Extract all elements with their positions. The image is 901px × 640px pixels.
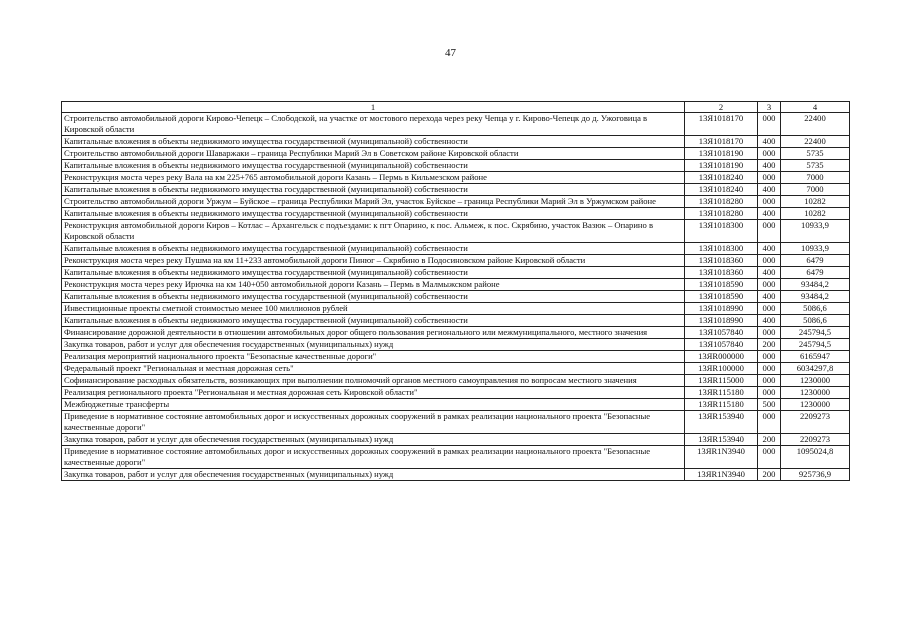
- row-name: Капитальные вложения в объекты недвижимого имущества государственной (муниципальной) собственности: [62, 208, 685, 220]
- row-amount: 6034297,8: [781, 363, 850, 375]
- row-name: Капитальные вложения в объекты недвижимого имущества государственной (муниципальной) собственности: [62, 184, 685, 196]
- row-name: Финансирование дорожной деятельности в отношении автомобильных дорог общего пользования регионального или межмуниципального, местного значения: [62, 327, 685, 339]
- table-row: [62, 411, 850, 434]
- row-name: Строительство автомобильной дороги Кирово-Чепецк – Слободской, на участке от мостового перехода через реку Чепца у г. Кирово-Чепецк до д. Ужоговица в Кировской области: [62, 113, 685, 136]
- row-code: 13Я1057840: [685, 339, 758, 351]
- row-name: Реализация мероприятий национального проекта "Безопасные качественные дороги": [62, 351, 685, 363]
- row-amount: 22400: [781, 136, 850, 148]
- table-row: [62, 267, 850, 279]
- table-row: [62, 375, 850, 387]
- row-amount: 5735: [781, 148, 850, 160]
- row-amount: 245794,5: [781, 327, 850, 339]
- table-body: [62, 113, 850, 481]
- row-expense-type: 200: [758, 339, 781, 351]
- row-amount: 7000: [781, 172, 850, 184]
- row-amount: 6165947: [781, 351, 850, 363]
- row-name: Строительство автомобильной дороги Шаваржаки – граница Республики Марий Эл в Советском районе Кировской области: [62, 148, 685, 160]
- table-row: [62, 303, 850, 315]
- table-row: [62, 363, 850, 375]
- row-code: 13ЯR115000: [685, 375, 758, 387]
- row-name: Реконструкция автомобильной дороги Киров – Котлас – Архангельск с подъездами: к пгт Опарино, к пос. Альмеж, к пос. Скрябино, участок Вазюк – Опарино в Кировской области: [62, 220, 685, 243]
- row-expense-type: 000: [758, 113, 781, 136]
- row-amount: 245794,5: [781, 339, 850, 351]
- row-code: 13ЯR115180: [685, 399, 758, 411]
- budget-table: [61, 101, 850, 481]
- row-name: Закупка товаров, работ и услуг для обеспечения государственных (муниципальных) нужд: [62, 339, 685, 351]
- header-col-1: 1: [62, 102, 685, 113]
- row-amount: 22400: [781, 113, 850, 136]
- row-amount: 7000: [781, 184, 850, 196]
- row-code: 13Я1018170: [685, 136, 758, 148]
- row-expense-type: 000: [758, 220, 781, 243]
- row-expense-type: 500: [758, 399, 781, 411]
- row-expense-type: 000: [758, 446, 781, 469]
- row-name: Межбюджетные трансферты: [62, 399, 685, 411]
- row-expense-type: 400: [758, 315, 781, 327]
- row-expense-type: 000: [758, 327, 781, 339]
- row-code: 13Я1018240: [685, 184, 758, 196]
- row-code: 13Я1018360: [685, 255, 758, 267]
- row-amount: 2209273: [781, 434, 850, 446]
- table-row: [62, 113, 850, 136]
- table-row: [62, 434, 850, 446]
- row-name: Приведение в нормативное состояние автомобильных дорог и искусственных дорожных сооружений в рамках реализации национального проекта "Безопасные качественные дороги": [62, 446, 685, 469]
- row-expense-type: 000: [758, 172, 781, 184]
- row-name: Реализация регионального проекта "Региональная и местная дорожная сеть Кировской области": [62, 387, 685, 399]
- table-row: [62, 160, 850, 172]
- row-amount: 1230000: [781, 375, 850, 387]
- row-amount: 93484,2: [781, 279, 850, 291]
- row-name: Капитальные вложения в объекты недвижимого имущества государственной (муниципальной) собственности: [62, 243, 685, 255]
- row-code: 13ЯR1N3940: [685, 446, 758, 469]
- row-expense-type: 400: [758, 243, 781, 255]
- table-row: [62, 291, 850, 303]
- row-code: 13ЯR115180: [685, 387, 758, 399]
- row-expense-type: 400: [758, 184, 781, 196]
- row-name: Закупка товаров, работ и услуг для обеспечения государственных (муниципальных) нужд: [62, 469, 685, 481]
- row-code: 13Я1018190: [685, 148, 758, 160]
- row-amount: 10933,9: [781, 220, 850, 243]
- row-expense-type: 000: [758, 351, 781, 363]
- row-code: 13ЯR1N3940: [685, 469, 758, 481]
- row-name: Капитальные вложения в объекты недвижимого имущества государственной (муниципальной) собственности: [62, 267, 685, 279]
- table-row: [62, 172, 850, 184]
- header-col-4: 4: [781, 102, 850, 113]
- row-amount: 10282: [781, 208, 850, 220]
- row-name: Реконструкция моста через реку Ирючка на км 140+050 автомобильной дороги Казань – Пермь в Малмыжском районе: [62, 279, 685, 291]
- row-expense-type: 400: [758, 160, 781, 172]
- row-code: 13Я1018280: [685, 196, 758, 208]
- row-code: 13ЯR153940: [685, 411, 758, 434]
- table-row: [62, 399, 850, 411]
- row-amount: 5735: [781, 160, 850, 172]
- row-amount: 1230000: [781, 399, 850, 411]
- row-name: Капитальные вложения в объекты недвижимого имущества государственной (муниципальной) собственности: [62, 291, 685, 303]
- row-code: 13Я1057840: [685, 327, 758, 339]
- row-name: Строительство автомобильной дороги Уржум – Буйское – граница Республики Марий Эл, участок Буйское – граница Республики Марий Эл в Уржумском районе: [62, 196, 685, 208]
- table-row: [62, 136, 850, 148]
- row-code: 13Я1018990: [685, 303, 758, 315]
- row-expense-type: 400: [758, 136, 781, 148]
- row-amount: 1095024,8: [781, 446, 850, 469]
- row-expense-type: 000: [758, 387, 781, 399]
- row-name: Капитальные вложения в объекты недвижимого имущества государственной (муниципальной) собственности: [62, 136, 685, 148]
- row-code: 13Я1018280: [685, 208, 758, 220]
- table-row: [62, 243, 850, 255]
- row-amount: 10282: [781, 196, 850, 208]
- row-code: 13Я1018300: [685, 220, 758, 243]
- row-expense-type: 000: [758, 303, 781, 315]
- row-code: 13Я1018170: [685, 113, 758, 136]
- row-expense-type: 200: [758, 469, 781, 481]
- row-amount: 10933,9: [781, 243, 850, 255]
- row-expense-type: 400: [758, 208, 781, 220]
- row-code: 13ЯR000000: [685, 351, 758, 363]
- row-code: 13Я1018590: [685, 291, 758, 303]
- table-row: [62, 387, 850, 399]
- table-row: [62, 220, 850, 243]
- table-row: [62, 351, 850, 363]
- page-number: 47: [445, 47, 456, 59]
- row-amount: 2209273: [781, 411, 850, 434]
- row-expense-type: 000: [758, 148, 781, 160]
- row-amount: 6479: [781, 255, 850, 267]
- table-row: [62, 339, 850, 351]
- row-code: 13ЯR100000: [685, 363, 758, 375]
- row-code: 13Я1018300: [685, 243, 758, 255]
- row-name: Инвестиционные проекты сметной стоимостью менее 100 миллионов рублей: [62, 303, 685, 315]
- table-row: [62, 196, 850, 208]
- row-amount: 5086,6: [781, 303, 850, 315]
- row-name: Капитальные вложения в объекты недвижимого имущества государственной (муниципальной) собственности: [62, 315, 685, 327]
- row-code: 13Я1018190: [685, 160, 758, 172]
- row-expense-type: 000: [758, 279, 781, 291]
- row-name: Реконструкция моста через реку Вала на км 225+765 автомобильной дороги Казань – Пермь в Кильмезском районе: [62, 172, 685, 184]
- table-row: [62, 315, 850, 327]
- table-row: [62, 208, 850, 220]
- row-code: 13Я1018590: [685, 279, 758, 291]
- row-amount: 1230000: [781, 387, 850, 399]
- row-expense-type: 000: [758, 196, 781, 208]
- row-expense-type: 400: [758, 291, 781, 303]
- row-name: Приведение в нормативное состояние автомобильных дорог и искусственных дорожных сооружений в рамках реализации национального проекта "Безопасные качественные дороги": [62, 411, 685, 434]
- row-name: Реконструкция моста через реку Пушма на км 11+233 автомобильной дороги Пинюг – Скрябино в Подосиновском районе Кировской области: [62, 255, 685, 267]
- row-expense-type: 000: [758, 255, 781, 267]
- table-row: [62, 148, 850, 160]
- row-expense-type: 000: [758, 363, 781, 375]
- row-name: Закупка товаров, работ и услуг для обеспечения государственных (муниципальных) нужд: [62, 434, 685, 446]
- table-header-row: [62, 102, 850, 113]
- row-code: 13Я1018360: [685, 267, 758, 279]
- row-code: 13Я1018990: [685, 315, 758, 327]
- row-name: Федеральный проект "Региональная и местная дорожная сеть": [62, 363, 685, 375]
- row-amount: 6479: [781, 267, 850, 279]
- row-expense-type: 200: [758, 434, 781, 446]
- table-row: [62, 279, 850, 291]
- row-amount: 93484,2: [781, 291, 850, 303]
- table-row: [62, 469, 850, 481]
- row-code: 13ЯR153940: [685, 434, 758, 446]
- row-name: Софинансирование расходных обязательств, возникающих при выполнении полномочий органов местного самоуправления по вопросам местного значения: [62, 375, 685, 387]
- table-row: [62, 255, 850, 267]
- row-code: 13Я1018240: [685, 172, 758, 184]
- table-row: [62, 184, 850, 196]
- row-expense-type: 400: [758, 267, 781, 279]
- row-amount: 5086,6: [781, 315, 850, 327]
- row-name: Капитальные вложения в объекты недвижимого имущества государственной (муниципальной) собственности: [62, 160, 685, 172]
- row-expense-type: 000: [758, 375, 781, 387]
- table-row: [62, 327, 850, 339]
- row-expense-type: 000: [758, 411, 781, 434]
- header-col-2: 2: [685, 102, 758, 113]
- row-amount: 925736,9: [781, 469, 850, 481]
- table-row: [62, 446, 850, 469]
- header-col-3: 3: [758, 102, 781, 113]
